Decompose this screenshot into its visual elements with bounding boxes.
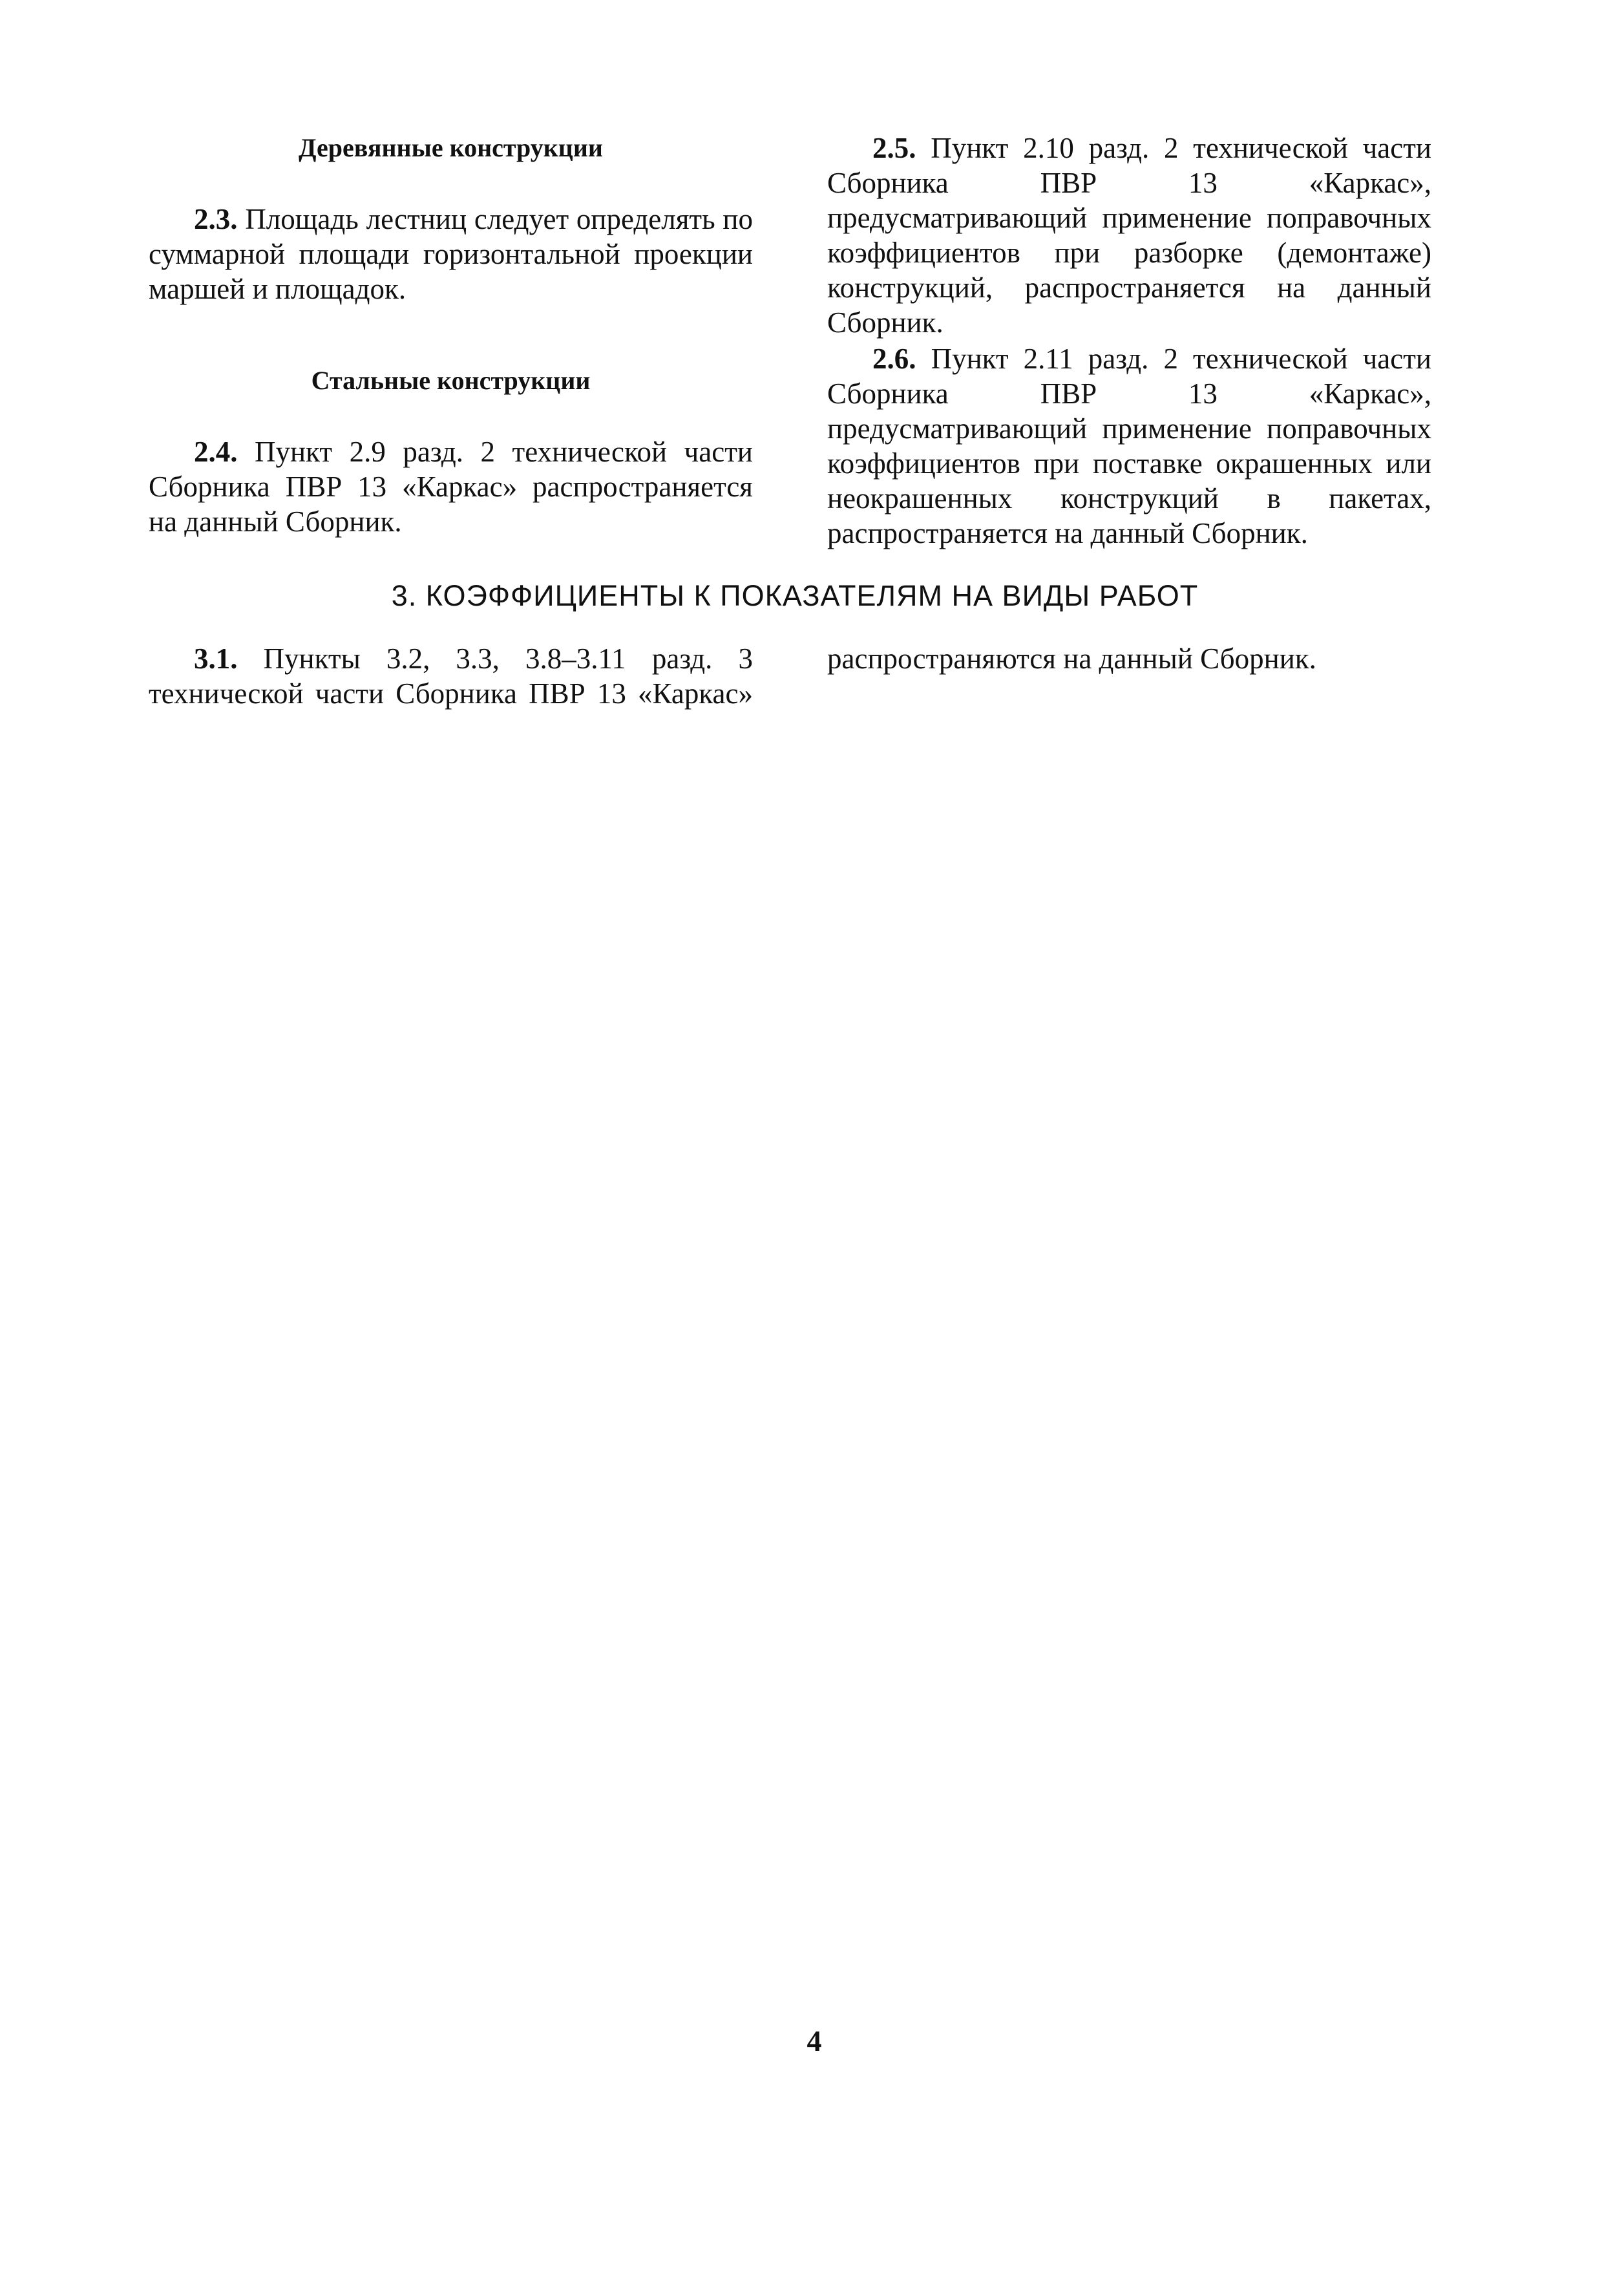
paragraph-2-4-text: Пункт 2.9 разд. 2 технической части Сборника ПВР 13 «Каркас» распространяется на данный Сборник. [149,436,753,538]
page-number: 4 [807,2024,822,2057]
paragraph-3-1 [149,641,1431,714]
heading-wood-structures: Деревянные конструкции [299,133,603,162]
section-3-title: 3. КОЭФФИЦИЕНТЫ К ПОКАЗАТЕЛЯМ НА ВИДЫ РАБОТ [391,579,1199,612]
paragraph-2-5-number: 2.5. [872,132,916,164]
paragraph-2-5 [827,131,1431,340]
paragraph-2-3-number: 2.3. [194,203,238,235]
right-column [827,0,1431,582]
paragraph-2-3-text: Площадь лестниц следует определять по суммарной площади горизонтальной проекции маршей и площадок. [149,203,753,305]
paragraph-2-4 [149,434,753,539]
paragraph-2-6 [827,341,1431,551]
paragraph-2-5-text: Пункт 2.10 разд. 2 технической части Сборника ПВР 13 «Каркас», предусматривающий применение поправочных коэффициентов при разборке (демонтаже) конструкций, распространяется на данный Сборник. [827,132,1431,339]
paragraph-2-4-number: 2.4. [194,436,238,468]
paragraph-3-1-text: Пункты 3.2, 3.3, 3.8–3.11 разд. 3 технической части Сборника ПВР 13 «Каркас» распространяются на данный Сборник. [149,642,1316,710]
heading-steel-structures: Стальные конструкции [311,366,591,395]
left-column [149,0,753,582]
paragraph-2-6-text: Пункт 2.11 разд. 2 технической части Сборника ПВР 13 «Каркас», предусматривающий применение поправочных коэффициентов при поставке окрашенных или неокрашенных конструкций в пакетах, распространяется на данный Сборник. [827,343,1431,549]
paragraph-3-1-number: 3.1. [194,642,238,675]
paragraph-2-6-number: 2.6. [872,343,916,375]
paragraph-2-3 [149,202,753,306]
